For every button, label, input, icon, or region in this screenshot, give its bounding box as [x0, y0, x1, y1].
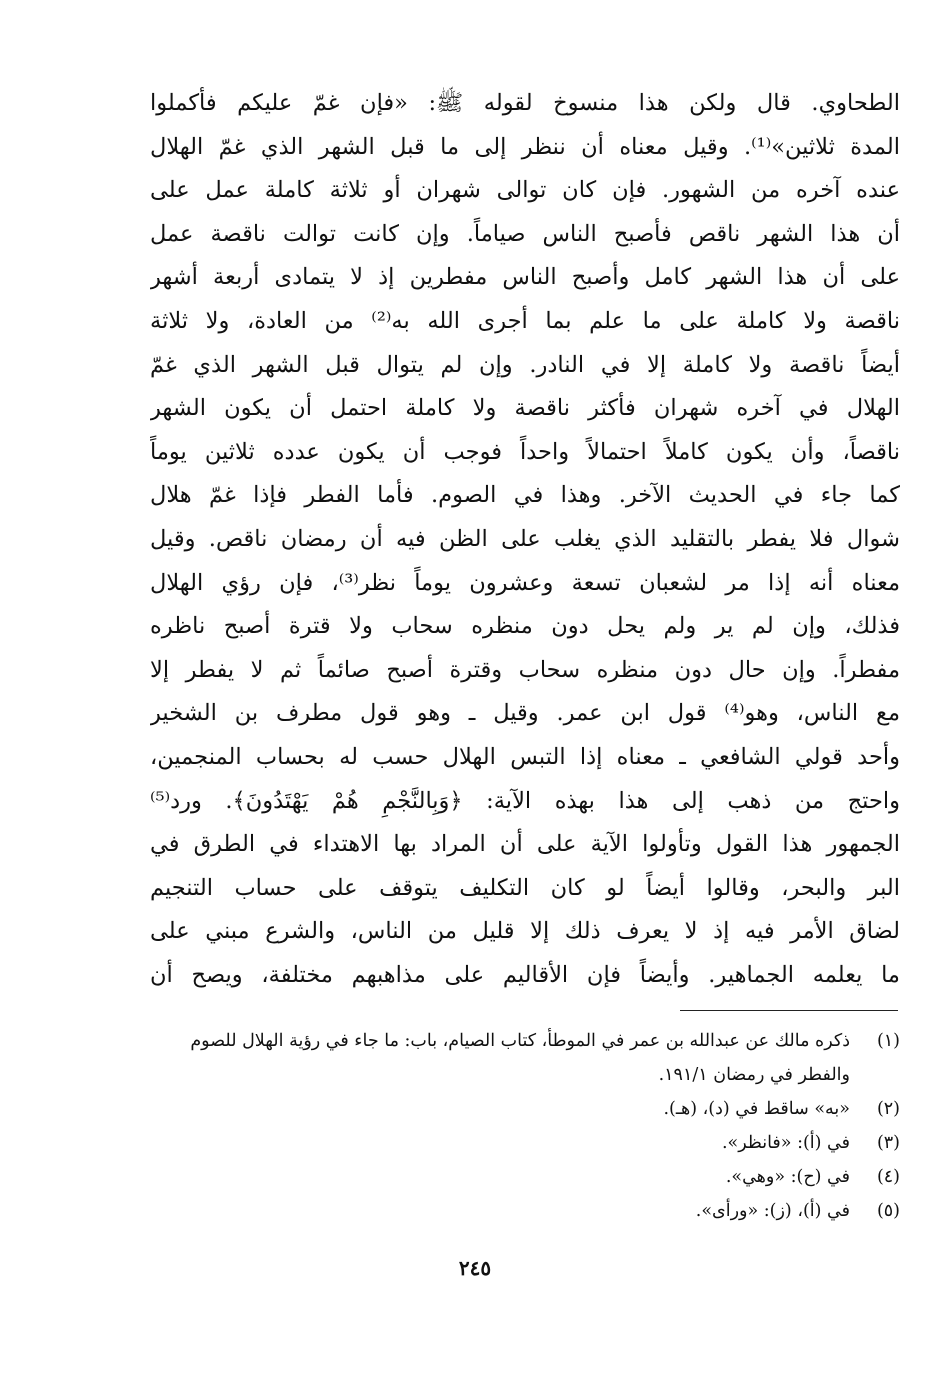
footnote-text: في (أ): «فانظر». — [721, 1133, 850, 1153]
text-line: على أن هذا الشهر كامل وأصبح الناس مفطرين إذ لا يتمادى أربعة أشهر — [150, 264, 900, 291]
footnote-text: «به» ساقط في (د)، (هـ). — [663, 1099, 850, 1119]
text-line: ناقصة ولا كاملة على ما علم بما أجرى الله به⁽²⁾ من العادة، ولا ثلاثة — [150, 307, 900, 334]
footnote-separator — [680, 1010, 898, 1011]
text-line: فذلك، وإن لم ير ولم يحل دون منظره سحاب ولا قترة أصبح ناظره — [150, 613, 900, 640]
text-line: كما جاء في الحديث الآخر. وهذا في الصوم. فأما الفطر فإذا غمّ هلال — [150, 482, 900, 509]
footnote-number: (٣) — [876, 1133, 900, 1153]
footnote-text: ذكره مالك عن عبدالله بن عمر في الموطأ، كتاب الصيام، باب: ما جاء في رؤية الهلال للصوم والفطر في رمضان ١٩١/١. — [190, 1031, 850, 1085]
footnote-item — [140, 1126, 900, 1160]
footnote-number: (٢) — [876, 1099, 900, 1119]
footnote-number: (٤) — [876, 1167, 900, 1187]
footnote-number: (٥) — [876, 1201, 900, 1221]
text-line: وأحد قولي الشافعي ـ معناه إذا التبس الهلال حسب له بحساب المنجمين، — [150, 743, 900, 770]
footnote-item — [140, 1092, 900, 1126]
footnote-text: في (ح): «وهي». — [725, 1167, 850, 1187]
text-line: الطحاوي. قال ولكن هذا منسوخ لقوله ﷺ: «فإن غمّ عليكم فأكملوا — [150, 90, 900, 116]
text-line: معناه أنه إذا مر لشعبان تسعة وعشرون يوماً نظر⁽³⁾، فإن رؤي الهلال — [150, 569, 900, 596]
footnote-item — [140, 1194, 900, 1228]
footnote-number: (١) — [876, 1031, 900, 1051]
text-line: شوال فلا يفطر بالتقليد الذي يغلب على الظن فيه أن رمضان ناقص. وقيل — [150, 525, 900, 552]
text-line: واحتج من ذهب إلى هذا بهذه الآية: ﴿وَبِالنَّجْمِ هُمْ يَهْتَدُونَ﴾. ورد⁽⁵⁾ — [150, 787, 900, 814]
text-line: ناقصاً، وأن يكون كاملاً احتمالاً واحداً فوجب أن يكون عدده ثلاثين يوماً — [150, 438, 900, 465]
text-line: مفطراً. وإن حال دون منظره سحاب وقترة أصبح صائماً ثم لا يفطر إلا — [150, 656, 900, 683]
page-number: ٢٤٥ — [458, 1256, 492, 1280]
text-line: البر والبحر، وقالوا أيضاً لو كان التكليف يتوقف على حساب التنجيم — [150, 874, 900, 901]
text-line: ما يعلمه الجماهير. وأيضاً فإن الأقاليم على مذاهبهم مختلفة، ويصح أن — [150, 961, 900, 988]
text-line: الهلال في آخره شهران فأكثر ناقصة ولا كاملة احتمل أن يكون الشهر — [150, 395, 900, 422]
footnote-text: في (أ)، (ز): «ورأى». — [695, 1201, 850, 1221]
footnote-item — [140, 1024, 900, 1092]
text-line: لضاق الأمر فيه إذ لا يعرف ذلك إلا قليل من الناس، والشرع مبني على — [150, 918, 900, 945]
text-line: مع الناس، وهو⁽⁴⁾ قول ابن عمر. وقيل ـ وهو قول مطرف بن الشخير — [150, 700, 900, 727]
text-line: عنده آخره من الشهور. فإن كان توالى شهران أو ثلاثة كاملة عمل على — [150, 177, 900, 204]
text-line: أن هذا الشهر ناقص فأصبح الناس صياماً. وإن كانت توالت ناقصة عمل — [150, 220, 900, 247]
footnotes — [140, 1024, 900, 1228]
footnote-item — [140, 1160, 900, 1194]
text-line: أيضاً ناقصة ولا كاملة إلا في النادر. وإن لم يتوال قبل الشهر الذي غمّ — [150, 351, 900, 378]
text-line: الجمهور هذا القول وتأولوا الآية على أن المراد بها الاهتداء في الطرق في — [150, 831, 900, 858]
main-text-block — [150, 82, 900, 997]
text-line: المدة ثلاثين»⁽¹⁾. وقيل معناه أن ننظر إلى ما قبل الشهر الذي غمّ الهلال — [150, 133, 900, 160]
